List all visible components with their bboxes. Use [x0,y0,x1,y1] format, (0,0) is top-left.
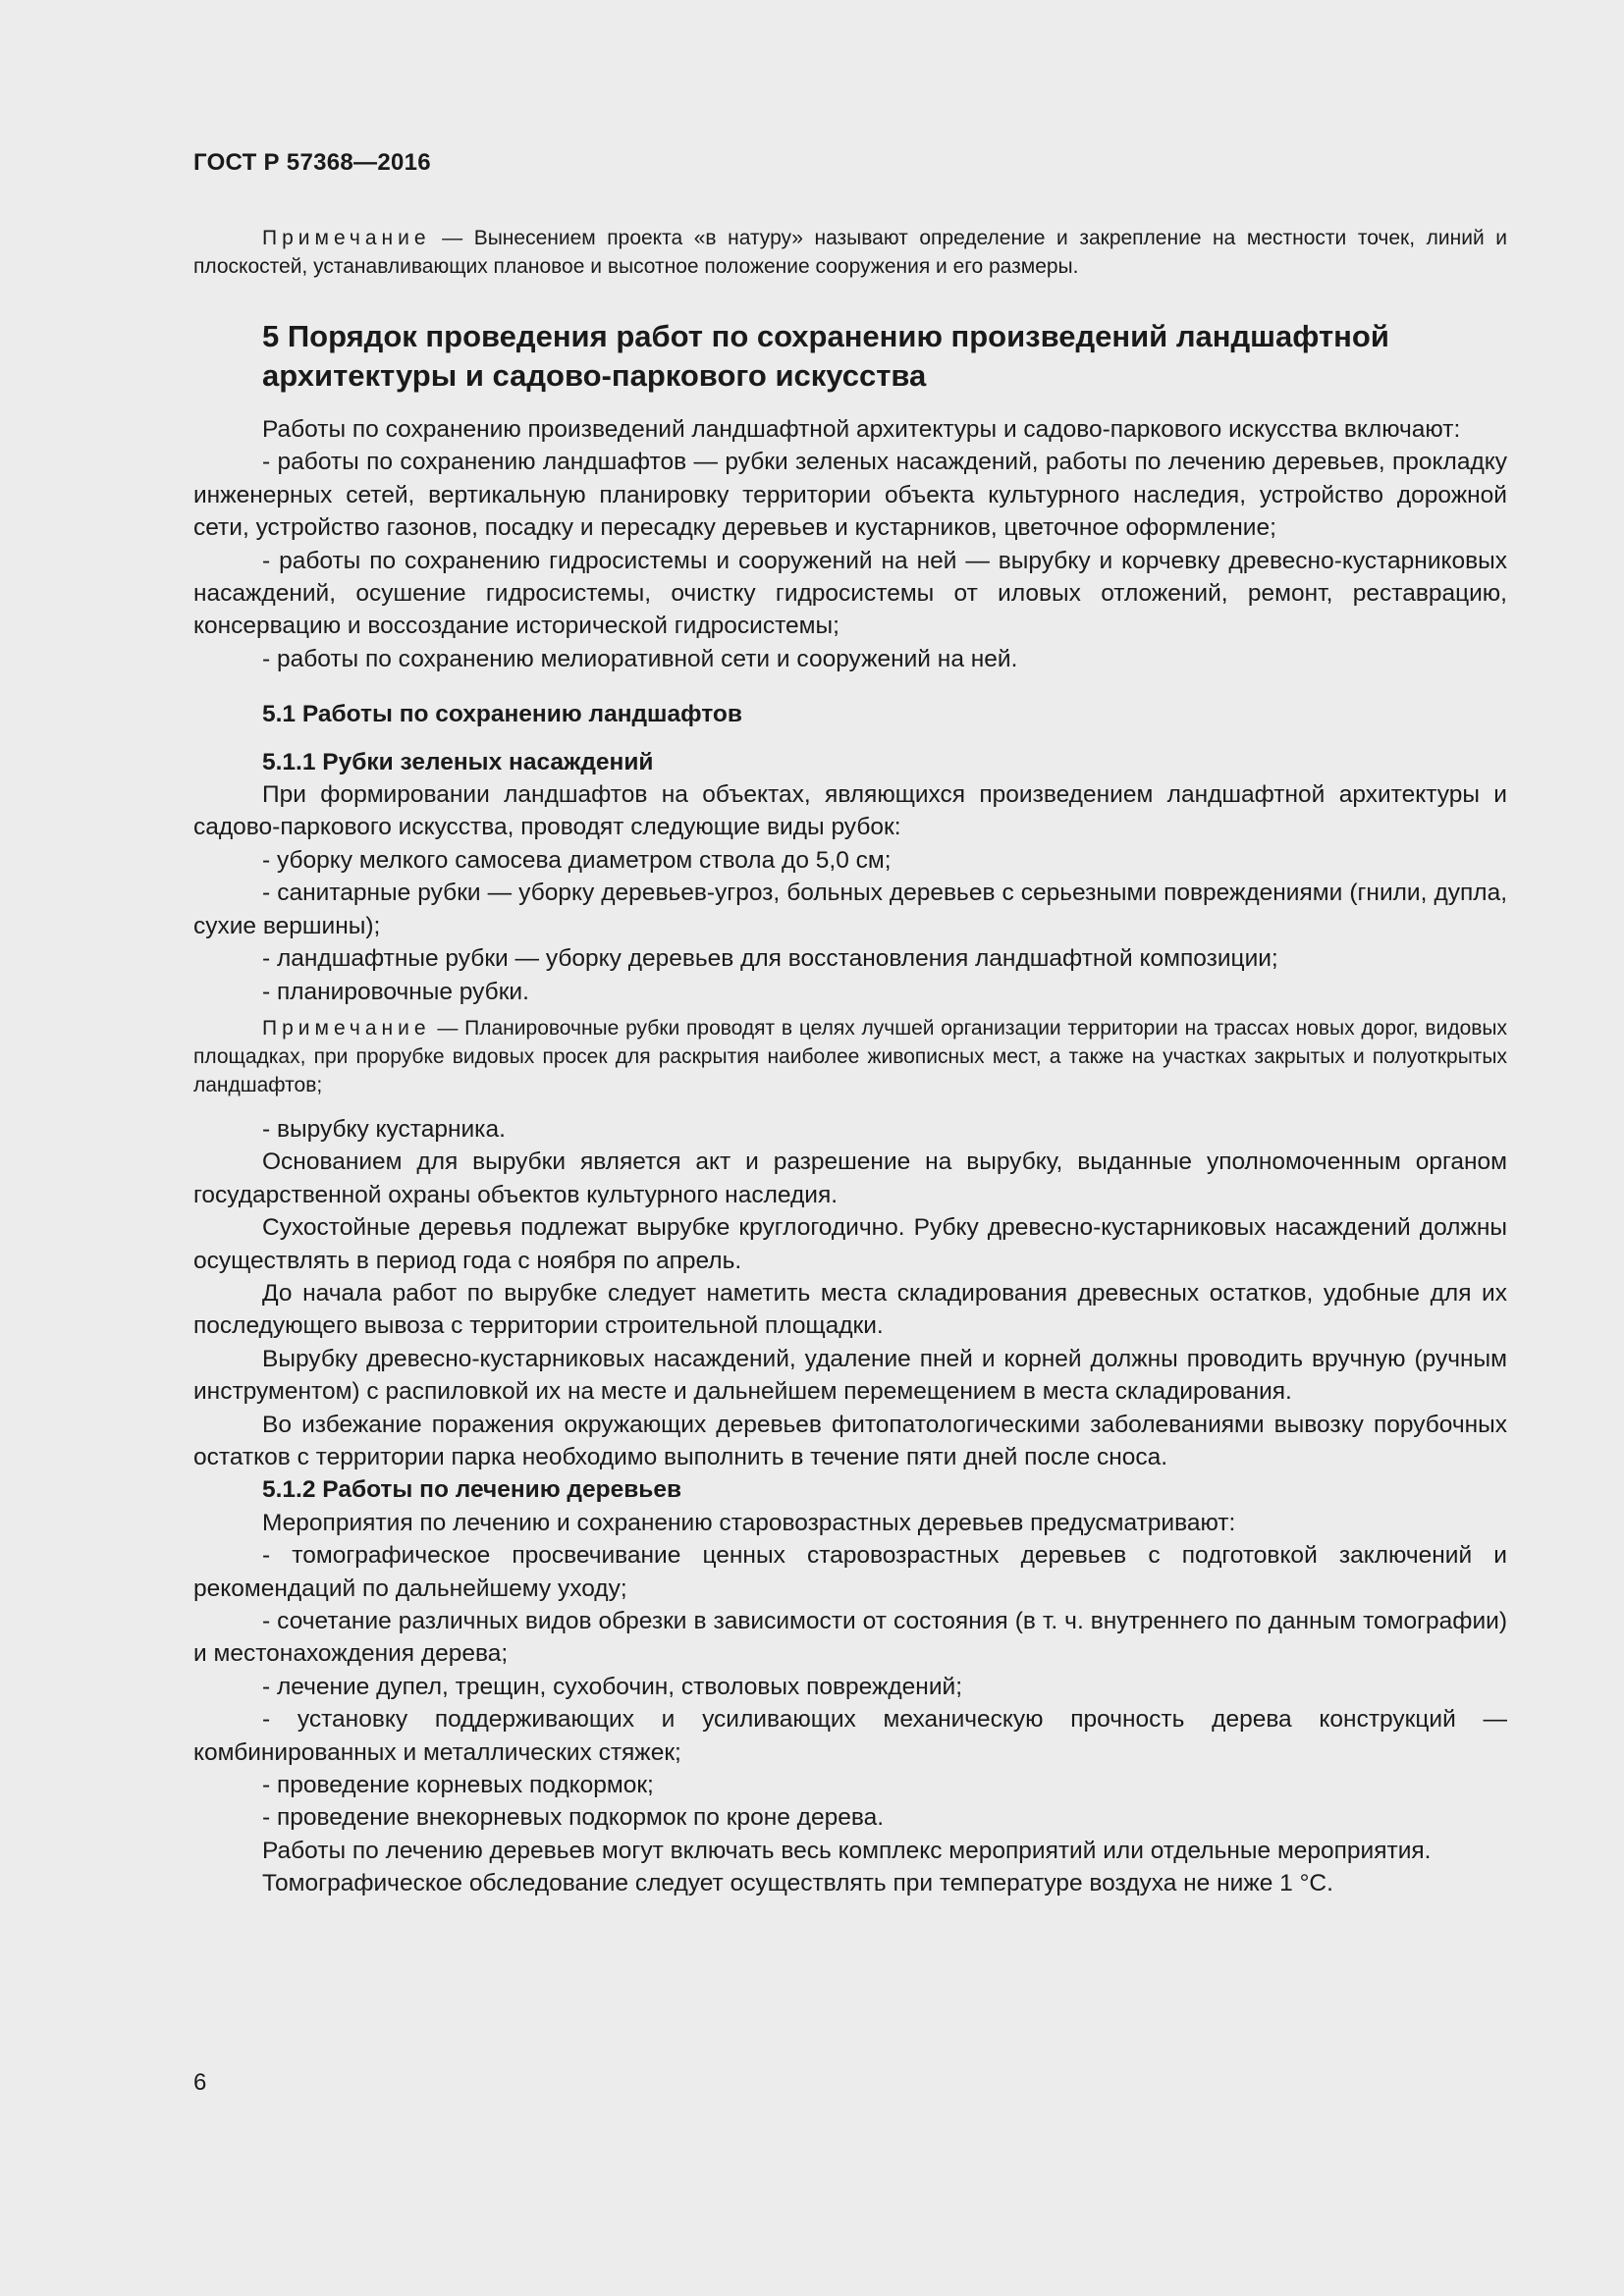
section-5-heading-line1: 5 Порядок проведения работ по сохранению произведений ландшафтной [262,319,1389,353]
section-5-item-1: - работы по сохранению ландшафтов — рубки зеленых насаждений, работы по лечению деревьев, прокладку инженерных сетей, вертикальную планировку территории объекта культурного наследия, устройство дорожной сети, устройство газонов, посадку и пересадку деревьев и кустарников, цветочное оформление; [193,449,1507,542]
section-5-item-3: - работы по сохранению мелиоративной сети и сооружений на ней. [262,645,1018,672]
paragraph-basis: Основанием для вырубки является акт и разрешение на вырубку, выданные уполномоченным органом государственной охраны объектов культурного наследия. [193,1148,1507,1208]
note-dash: — [430,227,474,249]
section-5-1-2-heading: 5.1.2 Работы по лечению деревьев [262,1476,682,1504]
note-text: Планировочные рубки проводят в целях лучшей организации территории на трассах новых дорог, видовых площадках, при прорубке видовых просек для раскрытия наиболее живописных мест, а также на участках закрытых и полуоткрытых ландшафтов; [193,1016,1507,1096]
paragraph-deadwood: Сухостойные деревья подлежат вырубке круглогодично. Рубку древесно-кустарниковых насаждений должны осуществлять в период года с ноября по апрель. [193,1214,1507,1274]
document-id-header: ГОСТ Р 57368—2016 [193,149,431,176]
paragraph-manual-cutting: Вырубку древесно-кустарниковых насаждений, удаление пней и корней должны проводить вручную (ручным инструментом) с распиловкой их на месте и дальнейшем перемещением в места складирования. [193,1345,1507,1406]
note-text: Вынесением проекта «в натуру» называют определение и закрепление на местности точек, линий и плоскостей, устанавливающих плановое и высотное положение сооружения и его размеры. [193,227,1507,278]
section-5-intro: Работы по сохранению произведений ландшафтной архитектуры и садово-паркового искусства включают: [262,416,1461,443]
paragraph-treatment-scope: Работы по лечению деревьев могут включать весь комплекс мероприятий или отдельные мероприятия. [262,1837,1432,1864]
page-body [193,224,1507,1900]
treatment-item-5: - проведение корневых подкормок; [262,1772,654,1799]
cutting-item-3: - ландшафтные рубки — уборку деревьев для восстановления ландшафтной композиции; [262,945,1278,973]
page-number: 6 [193,2069,207,2096]
cutting-item-4: - планировочные рубки. [262,978,529,1005]
note-label: Примечание [262,1016,431,1040]
section-5-1-1-heading: 5.1.1 Рубки зеленых насаждений [262,748,654,775]
cutting-item-2: - санитарные рубки — уборку деревьев-угроз, больных деревьев с серьезными повреждениями (гнили, дупла, сухие вершины); [193,880,1507,939]
paragraph-storage: До начала работ по вырубке следует наметить места складирования древесных остатков, удобные для их последующего вывоза с территории строительной площадки. [193,1279,1507,1340]
note-label: Примечание [262,227,431,249]
cutting-item-1: - уборку мелкого самосева диаметром ствола до 5,0 см; [262,846,892,874]
cutting-item-5: - вырубку кустарника. [262,1115,506,1143]
section-5-1-1-intro: При формировании ландшафтов на объектах, являющихся произведением ландшафтной архитектуры и садово-паркового искусства, проводят следующие виды рубок: [193,781,1507,841]
treatment-item-2: - сочетание различных видов обрезки в зависимости от состояния (в т. ч. внутреннего по данным томографии) и местонахождения дерева; [193,1608,1507,1668]
treatment-item-4: - установку поддерживающих и усиливающих механическую прочность дерева конструкций — комбинированных и металлических стяжек; [193,1706,1507,1766]
note-stakeout [193,224,1507,281]
treatment-item-6: - проведение внекорневых подкормок по кроне дерева. [262,1804,885,1832]
paragraph-tomography-temp: Томографическое обследование следует осуществлять при температуре воздуха не ниже 1 °С. [262,1870,1333,1897]
treatment-item-3: - лечение дупел, трещин, сухобочин, стволовых повреждений; [262,1673,963,1700]
section-5-1-heading: 5.1 Работы по сохранению ландшафтов [262,701,742,728]
note-dash: — [430,1016,465,1040]
note-planning-cuts [193,1014,1507,1099]
section-5-heading-line2: архитектуры и садово-паркового искусства [262,358,927,393]
section-5-heading [262,317,1507,396]
section-5-1-2-intro: Мероприятия по лечению и сохранению старовозрастных деревьев предусматривают: [262,1509,1236,1536]
paragraph-removal: Во избежание поражения окружающих деревьев фитопатологическими заболеваниями вывозку порубочных остатков с территории парка необходимо выполнить в течение пяти дней после сноса. [193,1411,1507,1470]
section-5-item-2: - работы по сохранению гидросистемы и сооружений на ней — вырубку и корчевку древесно-кустарниковых насаждений, осушение гидросистемы, очистку гидросистемы от иловых отложений, ремонт, реставрацию, консервацию и воссоздание исторической гидросистемы; [193,547,1507,640]
treatment-item-1: - томографическое просвечивание ценных старовозрастных деревьев с подготовкой заключений и рекомендаций по дальнейшему уходу; [193,1542,1507,1602]
